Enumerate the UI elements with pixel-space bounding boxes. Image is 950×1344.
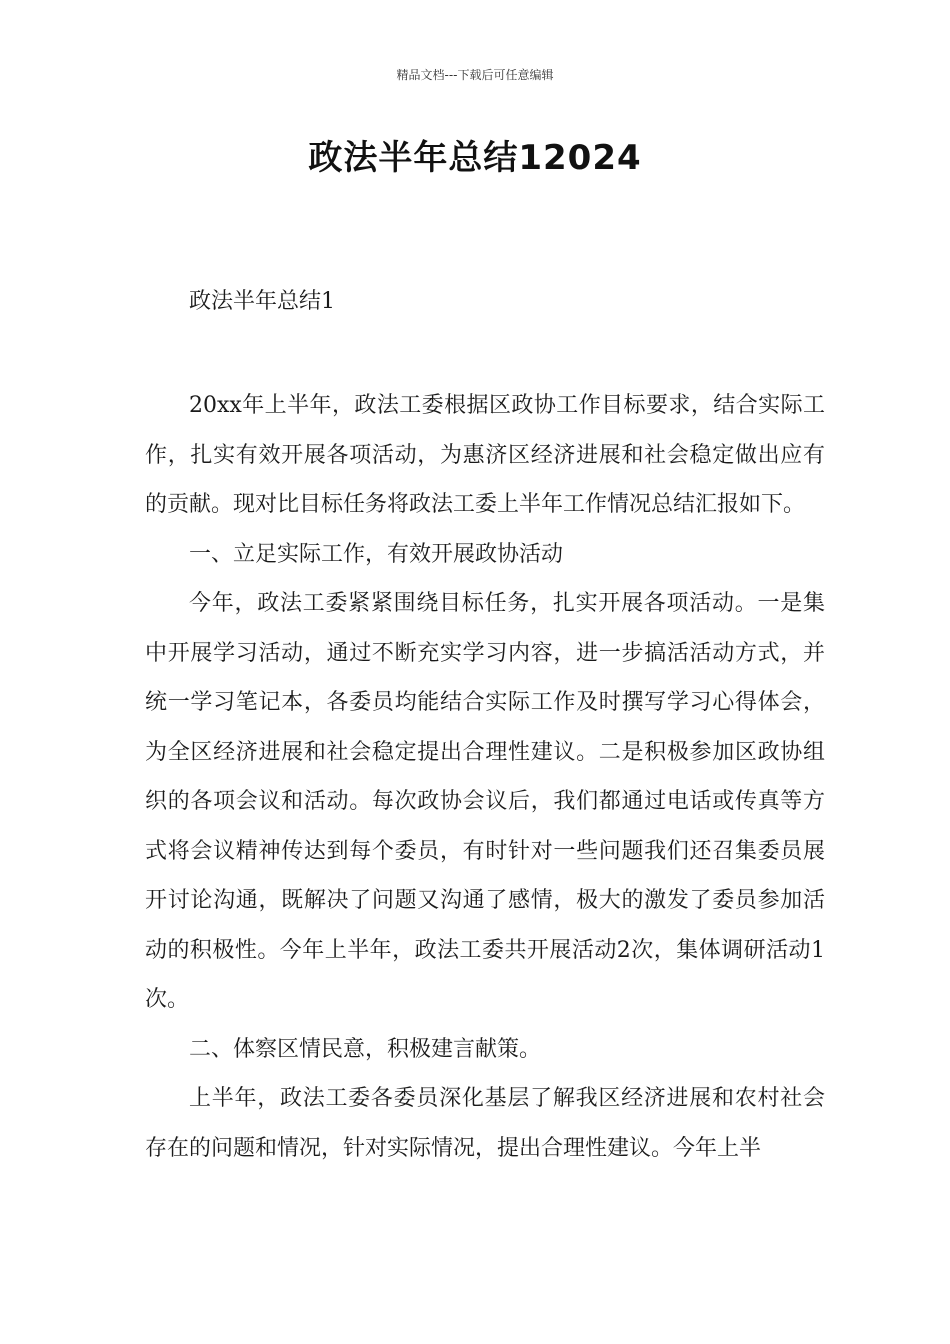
paragraph-section-2: 上半年，政法工委各委员深化基层了解我区经济进展和农村社会存在的问题和情况，针对实际情况，提出合理性建议。今年上半 [145, 1086, 825, 1161]
section-subtitle: 政法半年总结1 [189, 289, 335, 314]
paragraph-intro: 20xx年上半年，政法工委根据区政协工作目标要求，结合实际工作，扎实有效开展各项活动，为惠济区经济进展和社会稳定做出应有的贡献。现对比目标任务将政法工委上半年工作情况总结汇报如下。 [145, 393, 825, 517]
heading-section-2: 二、体察区情民意，积极建言献策。 [189, 1036, 542, 1062]
spacer [145, 322, 825, 381]
header-note: 精品文档---下载后可任意编辑 [396, 68, 554, 82]
document-title: 政法半年总结12024 [308, 138, 642, 178]
document-body [145, 282, 825, 1173]
paragraph-section-1: 今年，政法工委紧紧围绕目标任务，扎实开展各项活动。一是集中开展学习活动，通过不断充实学习内容，进一步搞活活动方式，并统一学习笔记本，各委员均能结合实际工作及时撰写学习心得体会，为全区经济进展和社会稳定提出合理性建议。二是积极参加区政协组织的各项会议和活动。每次政协会议后，我们都通过电话或传真等方式将会议精神传达到每个委员，有时针对一些问题我们还召集委员展开讨论沟通，既解决了问题又沟通了感情，极大的激发了委员参加活动的积极性。今年上半年，政法工委共开展活动2次，集体调研活动1次。 [145, 591, 825, 1012]
heading-section-1: 一、立足实际工作，有效开展政协活动 [189, 541, 564, 567]
